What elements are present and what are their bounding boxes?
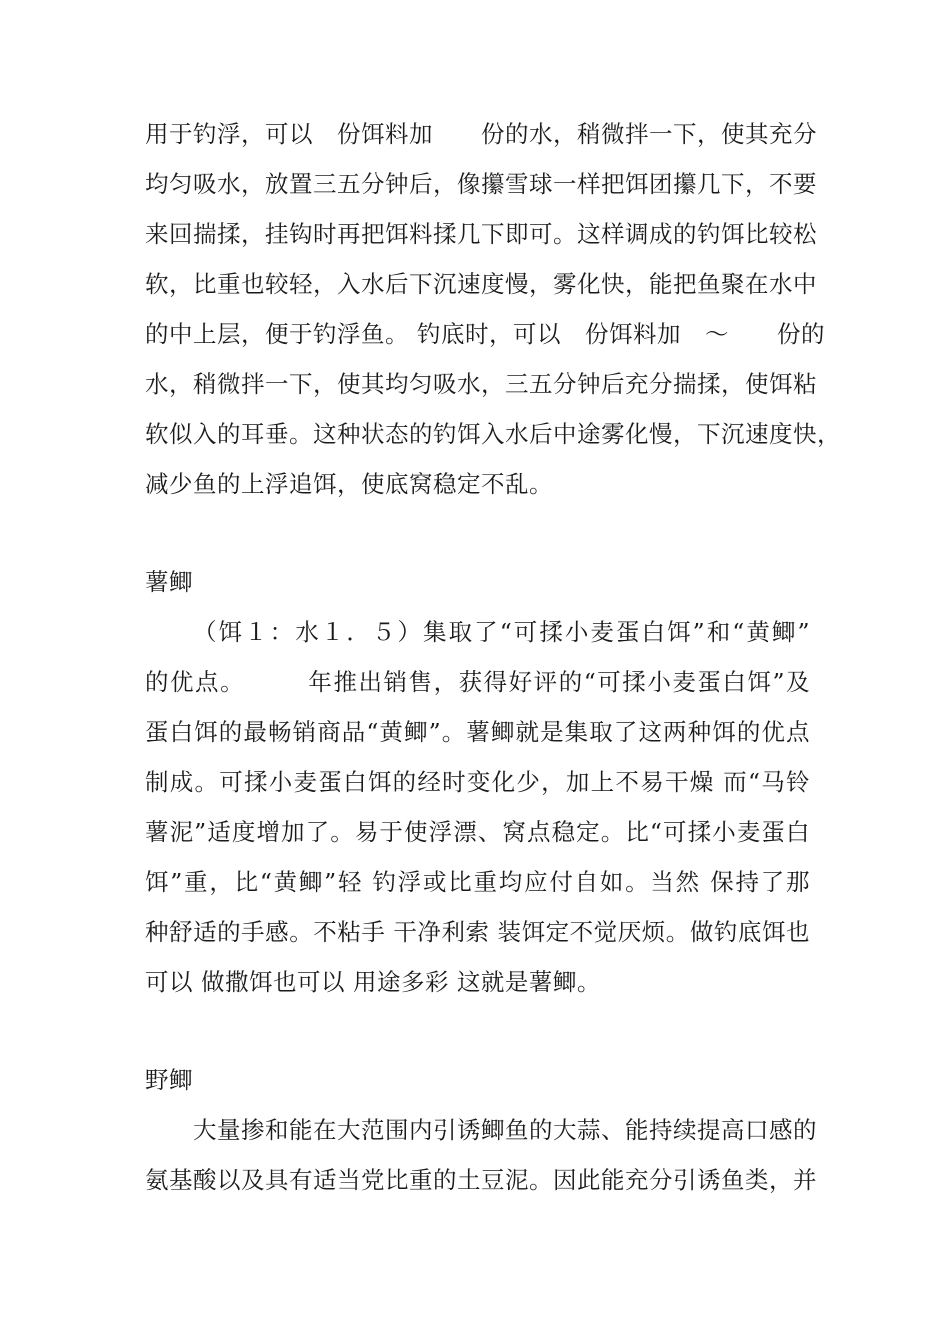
section-heading: 薯鲫 bbox=[145, 568, 193, 596]
paragraph-line: 软，比重也较轻，入水后下沉速度慢，雾化快，能把鱼聚在水中 bbox=[145, 270, 817, 298]
paragraph-line: 减少鱼的上浮追饵，使底窝稳定不乱。 bbox=[145, 470, 553, 498]
paragraph-line: 软似入的耳垂。这种状态的钓饵入水后中途雾化慢，下沉速度快， bbox=[145, 420, 841, 448]
paragraph-line: 大量掺和能在大范围内引诱鲫鱼的大蒜、能持续提高口感的 bbox=[193, 1116, 817, 1144]
paragraph-line: 水，稍微拌一下，使其均匀吸水，三五分钟后充分揣揉，使饵粘 bbox=[145, 370, 817, 398]
paragraph-line: 氨基酸以及具有适当党比重的土豆泥。因此能充分引诱鱼类，并 bbox=[145, 1166, 817, 1194]
paragraph-line: 的优点。 年推出销售，获得好评的“可揉小麦蛋白饵”及 bbox=[145, 668, 810, 696]
paragraph-line: 来回揣揉，挂钩时再把饵料揉几下即可。这样调成的钓饵比较松 bbox=[145, 220, 817, 248]
paragraph-line: （饵１：水１．５）集取了“可揉小麦蛋白饵”和“黄鲫” bbox=[193, 618, 810, 646]
paragraph-line: 均匀吸水，放置三五分钟后，像攥雪球一样把饵团攥几下，不要 bbox=[145, 170, 817, 198]
paragraph-line: 饵”重，比“黄鲫”轻 钓浮或比重均应付自如。当然 保持了那 bbox=[145, 868, 810, 896]
paragraph-line: 可以 做撒饵也可以 用途多彩 这就是薯鲫。 bbox=[145, 968, 601, 996]
paragraph-line: 薯泥”适度增加了。易于使浮漂、窝点稳定。比“可揉小麦蛋白 bbox=[145, 818, 810, 846]
paragraph-line: 制成。可揉小麦蛋白饵的经时变化少，加上不易干燥 而“马铃 bbox=[145, 768, 810, 796]
section-heading: 野鲫 bbox=[145, 1066, 193, 1094]
paragraph-line: 蛋白饵的最畅销商品“黄鲫”。薯鲫就是集取了这两种饵的优点 bbox=[145, 718, 810, 746]
paragraph-line: 的中上层，便于钓浮鱼。 钓底时，可以 份饵料加 ～ 份的 bbox=[145, 320, 825, 348]
paragraph-line: 种舒适的手感。不粘手 干净利索 装饵定不觉厌烦。做钓底饵也 bbox=[145, 918, 810, 946]
paragraph-line: 用于钓浮，可以 份饵料加 份的水，稍微拌一下，使其充分 bbox=[145, 120, 817, 148]
